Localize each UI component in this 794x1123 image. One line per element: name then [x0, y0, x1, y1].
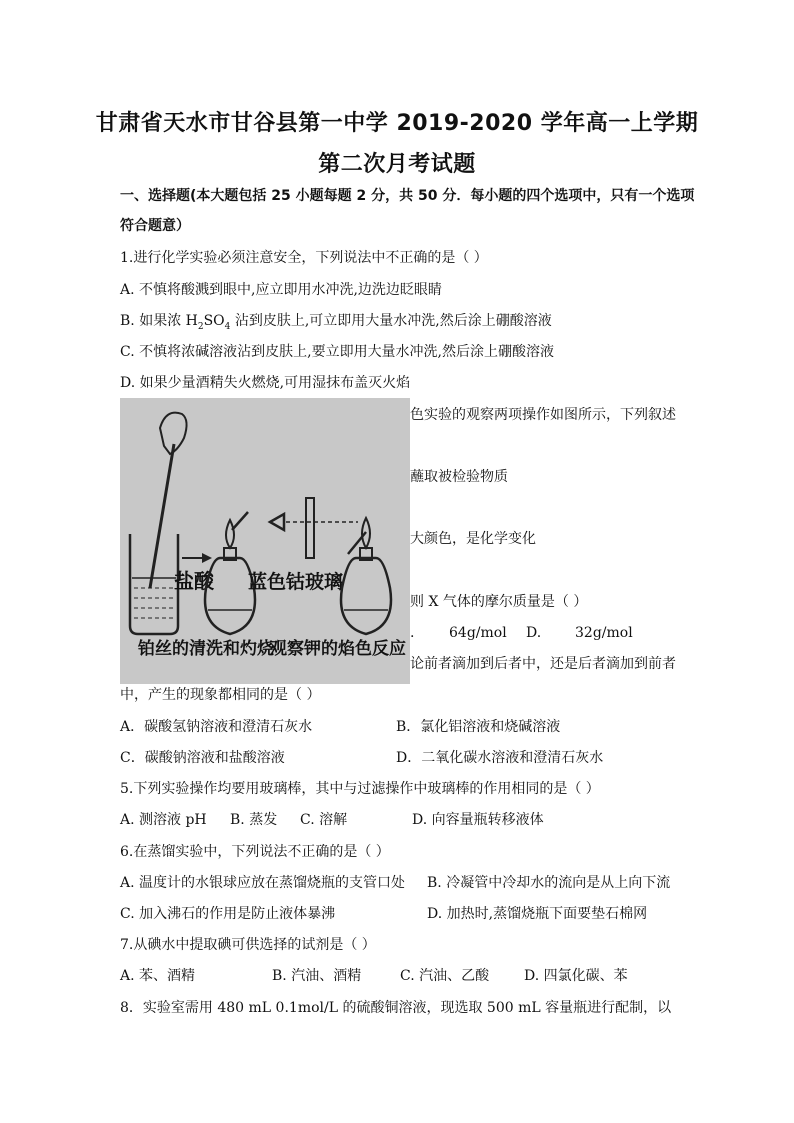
question-5-option-d: D. 向容量瓶转移液体	[412, 812, 544, 828]
question-6-option-b: B. 冷凝管中冷却水的流向是从上向下流	[427, 875, 671, 891]
question-7-option-c: C. 汽油、乙酸	[400, 968, 490, 984]
question-2-fragment-3: 大颜色，是化学变化	[410, 531, 536, 547]
q1-b-mid: SO	[203, 313, 225, 329]
question-7-option-b: B. 汽油、酒精	[272, 968, 362, 984]
platinum-wire	[150, 444, 174, 588]
question-1-option-b	[120, 312, 552, 336]
label-acid: 盐酸	[174, 569, 214, 593]
question-1-option-a: A. 不慎将酸溅到眼中,应立即用水冲洗,边洗边眨眼睛	[120, 282, 442, 298]
cobalt-glass-icon	[306, 498, 314, 558]
question-8-stem: 8．实验室需用 480 mL 0.1mol/L 的硫酸铜溶液，现选取 500 mL 容量瓶进行配制，以	[120, 1000, 672, 1016]
question-4-option-a: A．碳酸氢钠溶液和澄清石灰水	[120, 719, 313, 735]
label-cobalt-glass: 蓝色钴玻璃	[248, 571, 344, 593]
question-7-option-d: D. 四氯化碳、苯	[524, 968, 628, 984]
section-heading: 一、选择题(本大题包括 25 小题每题 2 分，共 50 分．每小题的四个选项中，只有一个选项	[120, 188, 695, 204]
question-5-option-b: B. 蒸发	[230, 812, 278, 828]
question-1-option-d: D. 如果少量酒精失火燃烧,可用湿抹布盖灭火焰	[120, 375, 411, 391]
question-1-option-c: C. 不慎将浓碱溶液沾到皮肤上,要立即用大量水冲洗,然后涂上硼酸溶液	[120, 344, 555, 360]
section-heading-cont: 符合题意）	[120, 218, 190, 234]
alcohol-lamp-icon	[341, 558, 391, 634]
q1-b-sub2: 4	[224, 321, 231, 332]
question-1-stem: 1.进行化学实验必须注意安全，下列说法中不正确的是（ ）	[120, 250, 488, 266]
caption-platinum-wire: 铂丝的清洗和灼烧	[138, 639, 274, 659]
question-5-stem: 5.下列实验操作均要用玻璃棒，其中与过滤操作中玻璃棒的作用相同的是（ ）	[120, 781, 600, 797]
question-4-fragment: 论前者滴加到后者中，还是后者滴加到前者	[410, 656, 676, 672]
question-3-option-d-label: D.	[526, 625, 542, 641]
q1-b-sub1: 2	[197, 321, 204, 332]
q1-b-pre: B. 如果浓 H	[120, 313, 198, 329]
question-2-fragment-1: 色实验的观察两项操作如图所示，下列叙述	[410, 407, 676, 423]
question-3-fragment: 则 X 气体的摩尔质量是（ ）	[410, 594, 588, 610]
question-6-option-a: A. 温度计的水银球应放在蒸馏烧瓶的支管口处	[120, 875, 406, 891]
document-title-line2: 第二次月考试题	[318, 152, 476, 177]
question-4-stem: 中，产生的现象都相同的是（ ）	[120, 687, 321, 703]
question-3-option-d-value: 32g/mol	[575, 625, 633, 641]
question-3-option-c-tail: .	[410, 625, 415, 641]
question-6-option-c: C. 加入沸石的作用是防止液体暴沸	[120, 906, 336, 922]
question-5-option-c: C. 溶解	[300, 812, 348, 828]
question-3-option-c-value: 64g/mol	[449, 625, 507, 641]
eye-icon	[270, 514, 284, 530]
flame-icon	[226, 520, 234, 548]
question-6-option-d: D. 加热时,蒸馏烧瓶下面要垫石棉网	[427, 906, 648, 922]
beaker-icon	[130, 534, 178, 634]
question-4-option-c: C．碳酸钠溶液和盐酸溶液	[120, 750, 285, 766]
question-6-stem: 6.在蒸馏实验中，下列说法不正确的是（ ）	[120, 844, 390, 860]
document-title-line1: 甘肃省天水市甘谷县第一中学 2019-2020 学年高一上学期	[95, 111, 699, 136]
caption-potassium-flame: 观察钾的焰色反应	[270, 639, 406, 659]
question-5-option-a: A. 测溶液 pH	[120, 812, 207, 828]
flame-test-figure	[120, 398, 410, 684]
question-7-stem: 7.从碘水中提取碘可供选择的试剂是（ ）	[120, 937, 376, 953]
q1-b-post: 沾到皮肤上,可立即用大量水冲洗,然后涂上硼酸溶液	[230, 313, 552, 329]
question-2-fragment-2: 蘸取被检验物质	[410, 469, 508, 485]
question-7-option-a: A. 苯、酒精	[120, 968, 196, 984]
question-4-option-b: B．氯化铝溶液和烧碱溶液	[396, 719, 561, 735]
flame-test-illustration	[120, 398, 410, 684]
question-4-option-d: D．二氧化碳水溶液和澄清石灰水	[396, 750, 604, 766]
